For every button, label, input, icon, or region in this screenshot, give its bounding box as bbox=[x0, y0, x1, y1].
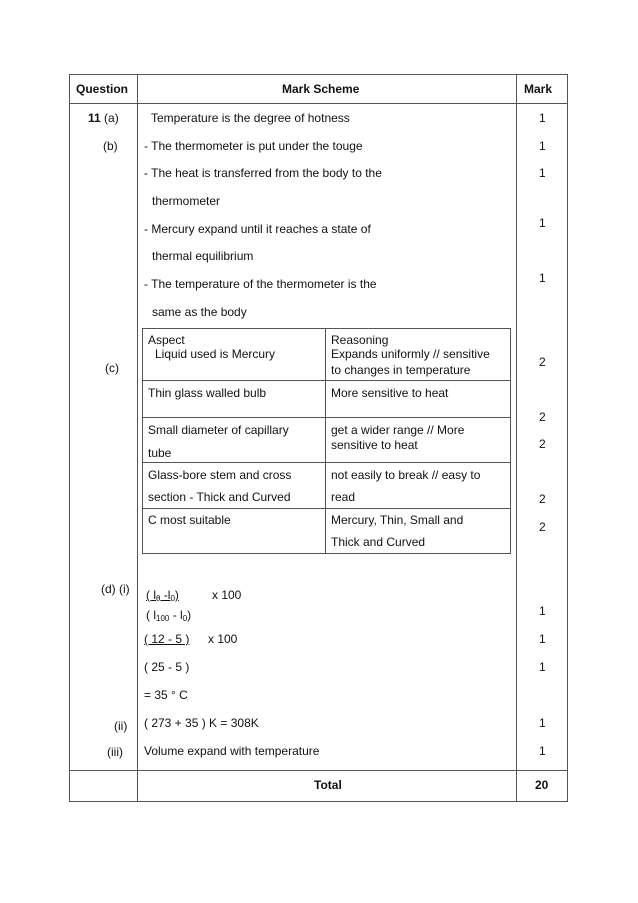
scheme-a: Temperature is the degree of hotness bbox=[151, 111, 350, 125]
aspect-table-row-3 bbox=[142, 462, 511, 463]
mark-c4: 2 bbox=[539, 492, 546, 506]
scheme-b4: - The temperature of the thermometer is the bbox=[144, 277, 377, 291]
aspect-r3-l2: tube bbox=[148, 446, 172, 460]
mark-c2: 2 bbox=[539, 410, 546, 424]
total-value: 20 bbox=[535, 778, 549, 792]
aspect-r3-l1: Small diameter of capillary bbox=[148, 423, 289, 437]
aspect-r4-l1: Glass-bore stem and cross bbox=[148, 468, 292, 482]
table-border-right bbox=[567, 74, 568, 802]
table-border-bottom bbox=[69, 801, 568, 802]
aspect-r1: Liquid used is Mercury bbox=[155, 347, 276, 361]
scheme-b3: - Mercury expand until it reaches a state of bbox=[144, 222, 371, 236]
table-border-top bbox=[69, 74, 568, 75]
question-label-c: (c) bbox=[105, 361, 119, 375]
mark-d3: 1 bbox=[539, 660, 546, 674]
reason-r1-l1: Expands uniformly // sensitive bbox=[331, 347, 490, 361]
formula-times-100: x 100 bbox=[212, 588, 242, 602]
column-divider-1 bbox=[137, 74, 138, 802]
reasoning-head: Reasoning bbox=[331, 333, 389, 347]
mark-b3: 1 bbox=[539, 216, 546, 230]
question-label-b: (b) bbox=[103, 139, 118, 153]
aspect-table-bottom bbox=[142, 553, 511, 554]
scheme-b2-cont: thermometer bbox=[152, 194, 221, 208]
mark-a: 1 bbox=[539, 111, 546, 125]
total-label: Total bbox=[314, 778, 342, 792]
aspect-table-row-2 bbox=[142, 417, 511, 418]
mark-d2: 1 bbox=[539, 632, 546, 646]
aspect-table-row-1 bbox=[142, 380, 511, 381]
aspect-r2: Thin glass walled bulb bbox=[148, 386, 267, 400]
aspect-table-left bbox=[142, 328, 143, 554]
aspect-table-right bbox=[510, 328, 511, 554]
reason-r3-l1: get a wider range // More bbox=[331, 423, 465, 437]
mark-d1: 1 bbox=[539, 604, 546, 618]
header-question: Question bbox=[76, 82, 129, 96]
mark-c3: 2 bbox=[539, 437, 546, 451]
question-label-ii: (ii) bbox=[114, 719, 128, 733]
mark-b4: 1 bbox=[539, 271, 546, 285]
calc-numerator-values: ( 12 - 5 ) bbox=[144, 632, 190, 646]
reason-r3-l2: sensitive to heat bbox=[331, 438, 418, 452]
reason-r5-l2: Thick and Curved bbox=[331, 535, 426, 549]
calc-result: = 35 ° C bbox=[144, 688, 188, 702]
scheme-b4-cont: same as the body bbox=[152, 305, 247, 319]
aspect-r5: C most suitable bbox=[148, 513, 231, 527]
mark-b2: 1 bbox=[539, 166, 546, 180]
aspect-table-row-4 bbox=[142, 508, 511, 509]
aspect-r4-l2: section - Thick and Curved bbox=[148, 490, 291, 504]
aspect-head: Aspect bbox=[148, 333, 185, 347]
question-label-d-i: (d) (i) bbox=[101, 582, 130, 596]
mark-c1: 2 bbox=[539, 355, 546, 369]
reason-r4-l1: not easily to break // easy to bbox=[331, 468, 481, 482]
reason-r1-l2: to changes in temperature bbox=[331, 363, 471, 377]
total-divider bbox=[69, 770, 568, 771]
calc-denominator-values: ( 25 - 5 ) bbox=[144, 660, 190, 674]
aspect-table-top bbox=[142, 328, 511, 329]
formula-numerator: ( $l_\theta$ $-l_0$) bbox=[146, 588, 179, 603]
aspect-table-mid bbox=[325, 328, 326, 554]
mark-iii: 1 bbox=[539, 744, 546, 758]
reason-r4-l2: read bbox=[331, 490, 356, 504]
table-border-left bbox=[69, 74, 70, 802]
calc-kelvin: ( 273 + 35 ) K = 308K bbox=[144, 716, 259, 730]
scheme-b1: - The thermometer is put under the touge bbox=[144, 139, 363, 153]
scheme-b3-cont: thermal equilibrium bbox=[152, 249, 254, 263]
mark-ii: 1 bbox=[539, 716, 546, 730]
scheme-b2: - The heat is transferred from the body to the bbox=[144, 166, 382, 180]
formula-denominator: ( $l_{100} - l_0$) bbox=[146, 608, 192, 623]
reason-r5-l1: Mercury, Thin, Small and bbox=[331, 513, 464, 527]
column-divider-2 bbox=[516, 74, 517, 802]
mark-c5: 2 bbox=[539, 520, 546, 534]
answer-iii: Volume expand with temperature bbox=[144, 744, 320, 758]
header-divider bbox=[69, 103, 568, 104]
question-label-iii: (iii) bbox=[107, 745, 123, 759]
header-mark-scheme: Mark Scheme bbox=[282, 82, 360, 96]
reason-r2: More sensitive to heat bbox=[331, 386, 449, 400]
question-label-11a: 11 (a) bbox=[88, 111, 119, 125]
calc-times-100: x 100 bbox=[208, 632, 238, 646]
header-mark: Mark bbox=[524, 82, 553, 96]
mark-b1: 1 bbox=[539, 139, 546, 153]
